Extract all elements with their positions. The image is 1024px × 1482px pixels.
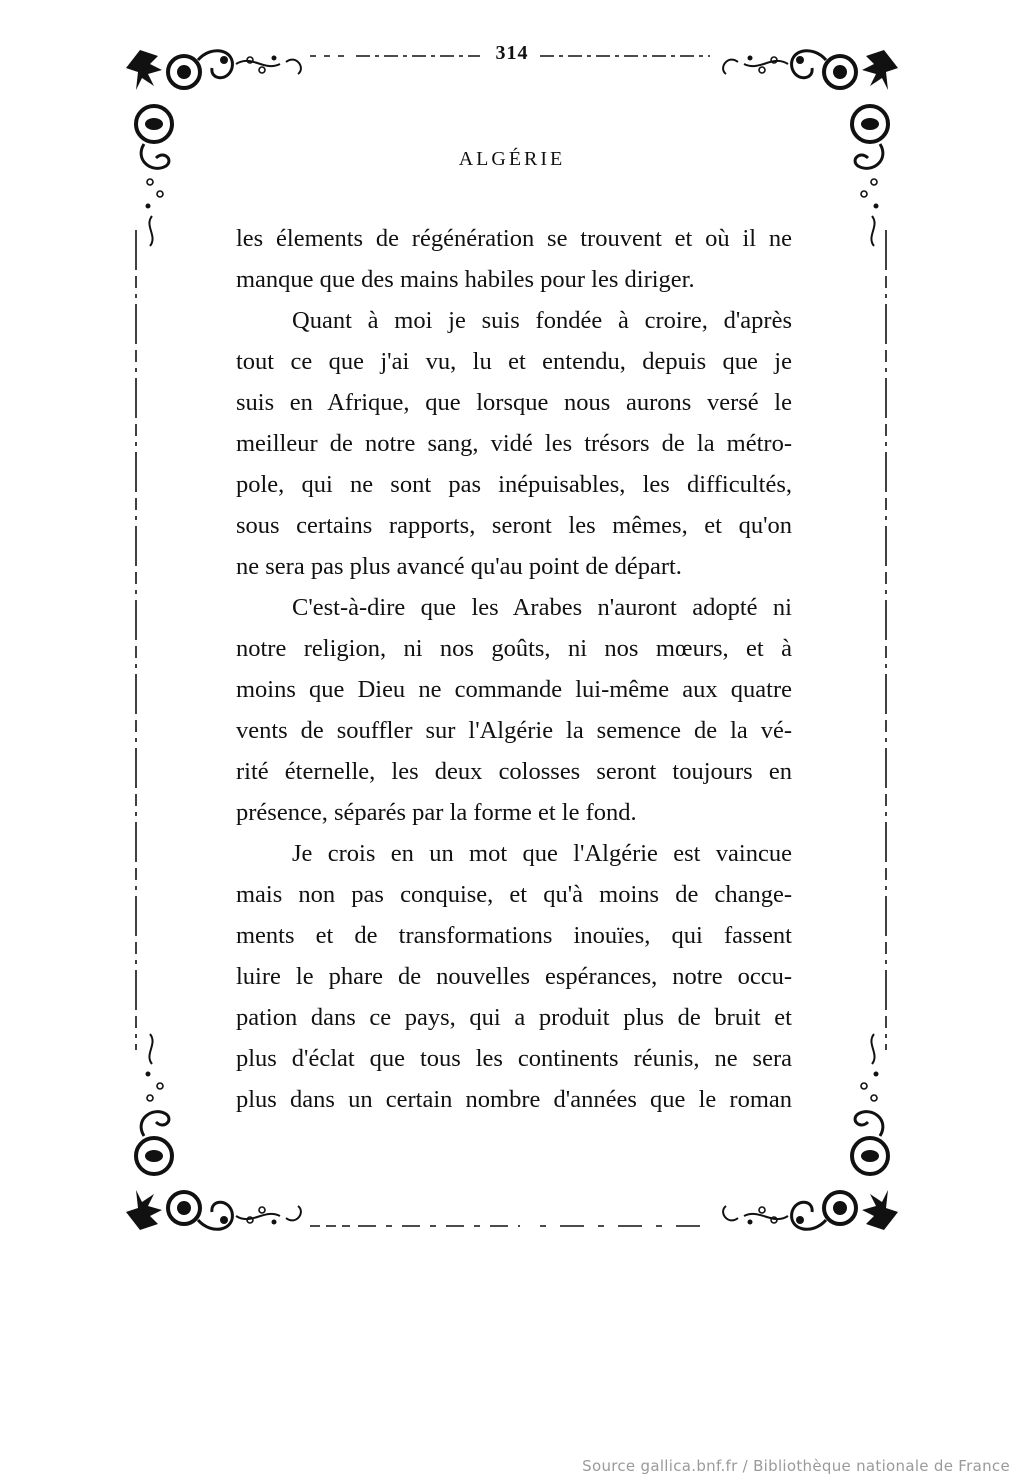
text-line: Quant à moi je suis fondée à croire, d'après <box>292 307 792 334</box>
text-line: moins que Dieu ne commande lui-même aux quatre <box>236 676 792 703</box>
text-line: notre religion, ni nos goûts, ni nos mœurs, et à <box>236 635 792 662</box>
text-line: vents de souffler sur l'Algérie la semence de la vé- <box>236 717 792 744</box>
text-line: plus d'éclat que tous les continents réunis, ne sera <box>236 1045 792 1072</box>
body-text <box>236 218 792 1120</box>
page-number: 314 <box>495 42 529 64</box>
text-line: manque que des mains habiles pour les diriger. <box>236 266 695 293</box>
text-line: rité éternelle, les deux colosses seront toujours en <box>236 758 792 785</box>
text-line: présence, séparés par la forme et le fond. <box>236 799 637 826</box>
text-line: ne sera pas plus avancé qu'au point de départ. <box>236 553 682 580</box>
source-credit: Source gallica.bnf.fr / Bibliothèque nationale de France <box>582 1457 1010 1475</box>
text-line: sous certains rapports, seront les mêmes, et qu'on <box>236 512 792 539</box>
text-line: Je crois en un mot que l'Algérie est vaincue <box>292 840 792 867</box>
paragraph <box>236 300 792 587</box>
text-line: suis en Afrique, que lorsque nous aurons versé le <box>236 389 792 416</box>
text-line: ments et de transformations inouïes, qui fassent <box>236 922 792 949</box>
paragraph <box>236 587 792 833</box>
text-line: mais non pas conquise, et qu'à moins de change- <box>236 881 792 908</box>
text-line: meilleur de notre sang, vidé les trésors de la métro- <box>236 430 792 457</box>
running-title: ALGÉRIE <box>458 148 566 170</box>
text-line: les élements de régénération se trouvent et où il ne <box>236 225 792 252</box>
text-line: tout ce que j'ai vu, lu et entendu, depuis que je <box>236 348 792 375</box>
text-line: C'est-à-dire que les Arabes n'auront adopté ni <box>292 594 792 621</box>
text-line: plus dans un certain nombre d'années que le roman <box>236 1086 792 1113</box>
paragraph <box>236 218 792 300</box>
text-line: pole, qui ne sont pas inépuisables, les difficultés, <box>236 471 792 498</box>
text-line: pation dans ce pays, qui a produit plus de bruit et <box>236 1004 792 1031</box>
paragraph <box>236 833 792 1120</box>
text-line: luire le phare de nouvelles espérances, notre occu- <box>236 963 792 990</box>
